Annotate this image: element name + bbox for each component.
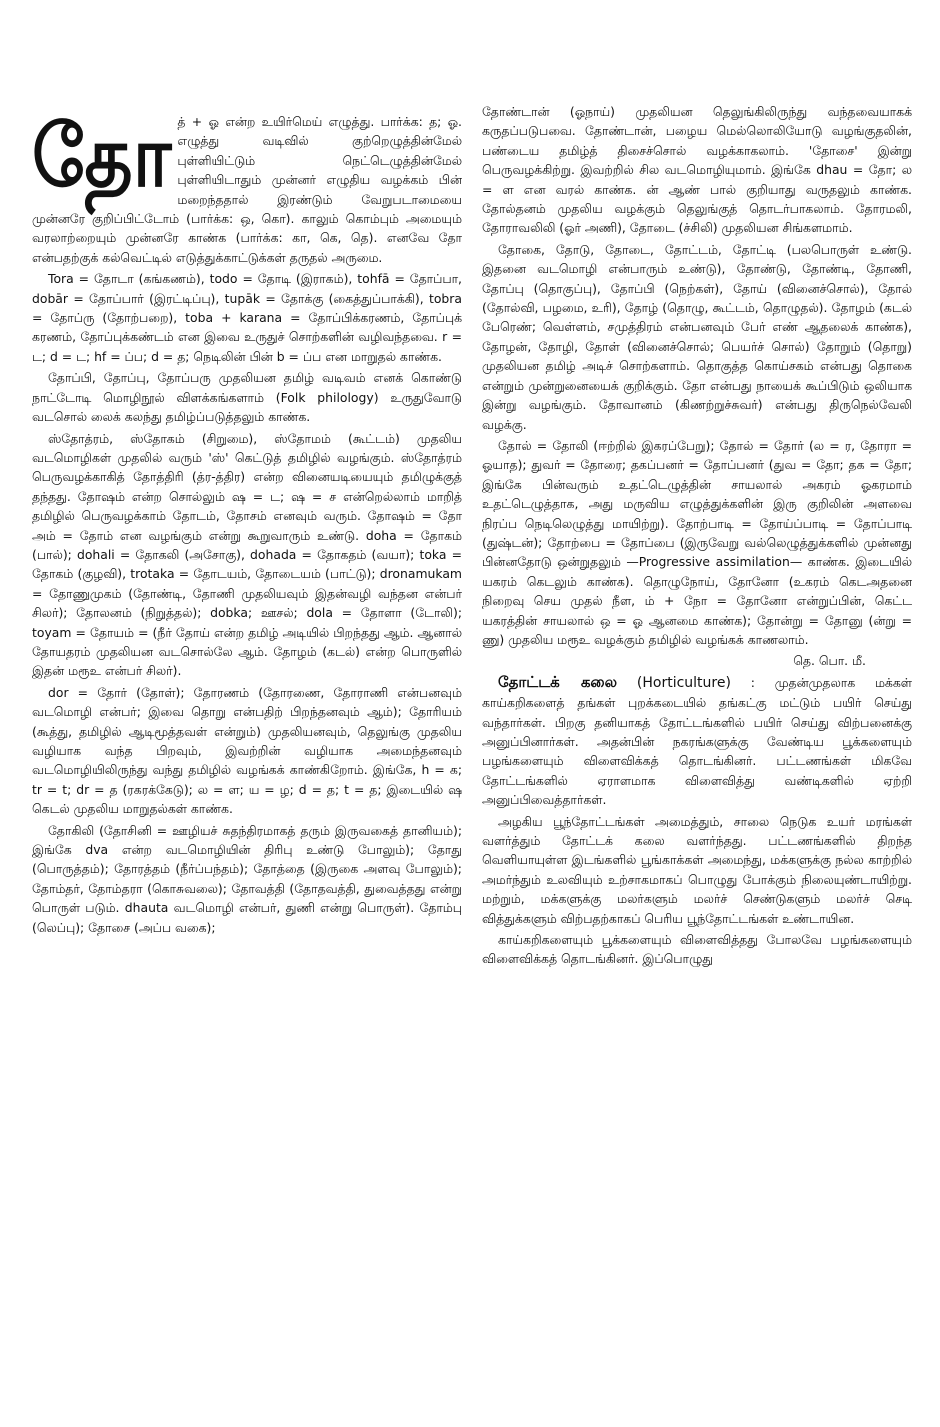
entry-heading-english: (Horticulture)	[636, 674, 731, 691]
dor-paragraph: dor = தோர் (தோள்); தோரணம் (தோரணை, தோராணி என்பனவும் வடமொழி என்பர்; இவை தொறு என்பதிற் பிறந்தனவும் ஆம்); தோரியம் (கூத்து, தமிழில் ஆடிமூத்தவள் என்றும்) முதலியனவும், தெலுங்கு முதலிய வழியாக வந்த பிறவும், இவற்றின் வழியாக அமைந்தனவும் வடமொழியிலிருந்து வந்து தமிழில் வழங்கக் காண்கிறோம். இங்கே, h = க; tr = t; dr = த (ரகரக்கேடு); ல = ள; ய = ழ; d = த; t = த; இடையில் ஷ கெடல் முதலிய மாறுதல்கள் காண்க.	[32, 684, 462, 817]
sanskrit-loanwords-paragraph: ஸ்தோத்ரம், ஸ்தோகம் (சிறுமை), ஸ்தோமம் (கூட்டம்) முதலிய வடமொழிகள் முதலில் வரும் 'ஸ்' கெட்டுத் தமிழில் வழங்கும். ஸ்தோத்ரம் பெருவழக்காகித் தோத்திரி (த்ர-த்திர) என்ற வினையடியையும் தமிழுக்குத் தந்தது. தோஷம் என்ற சொல்லும் ஷ = ட; ஷ = ச என்றெல்லாம் மாறித் தமிழில் பெருவழக்காம் தோடம், தோசம் எனவும் வரும். தோஷம் = தோ அம் = தோம் என வழங்கும் என்று கூறுவாரும் உண்டு. doha = தோகம் (பால்); dohali = தோகலி (அசோகு), dohada = தோகதம் (வயா); toka = தோகம் (குழவி), trotaka = தோடயம், தோடையம் (பாட்டு); dronamukam = தோணுமுகம் (தோண்டி, தோணி முதலியவும் இதன்வழி வந்தன என்பர் சிலர்); தோலனம் (நிறுத்தல்); dobka; ஊசல்; dola = தோளா (டோலி); toyam = தோயம் = (நீர் தோய் என்ற தமிழ் அடியில் பிறந்தது ஆம். ஆனால் தோயதரம் முதலியன வடசொல்லே ஆம். தோழம் (கடல்) என்ற பொருளில் இதன் மரூஉ என்பர் சிலர்).	[32, 430, 462, 679]
tamil-roots-paragraph: தோகை, தோடு, தோடை, தோட்டம், தோட்டி (பலபொருள் உண்டு. இதனை வடமொழி என்பாரும் உண்டு), தோண்டு, தோண்டி, தோணி, தோப்பு (தொகுப்பு), தோப்பி (நெற்கள்), தோய் (வினைச்சொல்), தோல் (தோல்வி, பழமை, உரி), தோழ் (தொழு, கூட்டம், தொழுதல்). தோழம் (கடல் பேரெண்; வெள்ளம், சமுத்திரம் என்பனவும் பேர் எண் ஆதலைக் காண்க), தோழன், தோழி, தோள் (வினைச்சொல்; பெயர்ச் சொல்) தோறும் (தொறு) முதலியன தமிழ் அடிச் சொற்களாம். தொகுத்த கொய்சகம் என்பது தொகை என்றும் முன்றுனையைக் குறிக்கும். தோ என்பது நாயைக் கூப்பிடும் ஒலியாக இன்று வழங்கும். தோவானம் (கிணற்றுச்சுவர்) என்பது திருநெல்வேலி வழக்கு.	[482, 241, 912, 432]
dropcap-letter: தோ	[32, 112, 168, 207]
two-column-layout	[32, 104, 922, 1407]
urdu-loanwords-paragraph: Tora = தோடா (கங்கணம்), todo = தோடி (இராகம்), tohfā = தோப்பா, dobār = தோப்பார் (இரட்டிப்பு), tupāk = தோக்கு (கைத்துப்பாக்கி), tobra = தோப்ரு (தோற்பறை), toba + karana = தோப்பிக்கரணம், தோப்புக் கரணம், தோப்புக்கண்டம் என இவை உருதுச் சொற்களின் வழிவந்தவை. r = ட; d = ட; hf = ப்ப; d = த; நெடிலின் பின் b = ப்ப என மாறுதல் காண்க.	[32, 271, 462, 364]
intro-block	[32, 112, 462, 269]
horticulture-paragraph	[482, 673, 912, 810]
intro-paragraph: த் + ஓ என்ற உயிர்மெய் எழுத்து. பார்க்க: த; ஓ. எழுத்து வடிவில் குற்றெழுத்தின்மேல் புள்ளியிட்டும் நெட்டெழுத்தின்மேல் புள்ளியிடாதும் முன்னர் எழுதிய வழக்கம் பின் மறைந்ததால் இரண்டும் வேறுபடாமையை முன்னரே குறிப்பிட்டோம் (பார்க்க: ஒ, கொ). காலும் கொம்பும் அமையும் வரலாற்றையும் முன்னரே காண்க (பார்க்க: கா, கெ, தெ). எனவே தோ என்பதற்குக் கல்வெட்டில் எடுத்துக்காட்டுக்கள் தருதல் அருமை.	[32, 114, 462, 265]
folk-philology-paragraph: தோப்பி, தோப்பு, தோப்பரு முதலியன தமிழ் வடிவம் எனக் கொண்டு நாட்டோடி மொழிநூல் விளக்கங்களாம் (Folk philology) உருதுவோடு வடசொல் லைக் கலந்து தமிழ்ப்படுத்தலும் காண்க.	[32, 370, 462, 425]
right-column	[482, 102, 912, 1407]
gardens-paragraph: அழகிய பூந்தோட்டங்கள் அமைத்தும், சாலை நெடுக உயர் மரங்கள் வளர்த்தும் தோட்டக் கலை வளர்ந்தது. பட்டணங்களில் திறந்த வெளியாயுள்ள இடங்களில் பூங்காக்கள் அமைந்து, மக்களுக்கு நல்ல காற்றில் அமர்ந்தும் உலவியும் உற்சாகமாகப் பொழுது போக்கும் நிலையுண்டாயிற்று. மற்றும், மக்களுக்கு மலர்களும் மலர்ச் செண்டுகளும் மலர்ச் செடி வித்துக்களும் விற்பதற்காகப் பெரிய பூந்தோட்டங்கள் உண்டாயின.	[482, 813, 912, 926]
entry-heading: தோட்டக் கலை	[498, 672, 618, 691]
thokili-paragraph: தோகிலி (தோசினி = ஊழியச் சுதந்திரமாகத் தரும் இருவகைத் தானியம்); இங்கே dva என்ற வடமொழியின் திரிபு உண்டு போலும்); தோது (பொருத்தம்); தோரத்தம் (நீர்ப்பந்தம்); தோத்தை (இருகை அளவு போலும்); தோம்தர், தோம்தரா (கொசுவலை); தோவத்தி (தோதவத்தி, துவைத்தது என்று பொருள் படும். dhauta வடமொழி என்பர், துணி என்று பொருள்). தோம்பு (லெப்பு); தோசை (அப்ப வகை);	[32, 822, 462, 935]
fruits-paragraph: காய்கறிகளையும் பூக்களையும் விளைவித்தது போலவே பழங்களையும் விளைவிக்கத் தொடங்கினர். இப்பொழுது	[482, 932, 912, 967]
telugu-words-paragraph: தோண்டான் (ஓநாய்) முதலியன தெலுங்கிலிருந்து வந்தவையாகக் கருதப்படுபவை. தோண்டான், பழைய மெல்லொலியோடு வழங்குதலின், பண்டைய தமிழ்த் திசைச்சொல் வழக்காகலாம். 'தோசை' இன்று பெருவழக்கிற்று. இவற்றில் சில வடமொழியுமாம். இங்கே dhau = தோ; ல = ள என வரல் காண்க. ன் ஆண் பால் குறியாது வருதலும் காண்க. தோல்தனம் முதலிய வழக்கும் தெலுங்குத் தொடர்பாகலாம். தோரமலி, தோராவலிலி (ஓர் அணி), தோடை (ச்சிலி) முதலியன சிங்களமாம்.	[482, 104, 912, 236]
sound-change-paragraph: தோல் = தோலி (ஈற்றில் இகரப்பேறு); தோல் = தோர் (ல = ர, தோரா = ஓயாத); துவர் = தோரை; தகப்பனர் = தோப்பனர் (துவ = தோ; தக = தோ; இங்கே பின்வரும் உதட்டெழுத்தின் சாயலால் அகரம் ஓகரமாம் உதட்டெழுத்தாக, அது மருவிய எழுத்துக்களின் இரு குறிலின் அளவை நிரப்ப நெடிலெழுத்து மாயிற்று). தோற்பாடி = தோய்ப்பாடி = தோப்பாடி (துஷ்டன்); தோற்பை = தோப்பை (இருவேறு வல்லெழுத்துக்களில் முன்னது பின்னதோடு ஒன்றுதலும் —Progressive assimilation— காண்க. இடையில் யகரம் கெடலும் காண்க). தொழுநோய், தோனோ (உகரம் கெடஅதனை நிறைவு செய முதல் நீள, ம் + நோ = தோனோ என்றுப்பின், கெட்ட யகரத்தின் சாயலால் ஒ = ஓ ஆனமை காண்க); தோன்று = தோனு (ன்று = ணு) முதலிய மரூஉ வழக்கும் தமிழில் வழங்கக் காணலாம்.	[482, 437, 912, 647]
author-signature: தெ. பொ. மீ.	[793, 653, 866, 669]
horticulture-text: : முதன்முதலாக மக்கள் காய்கறிகளைத் தங்கள் புறக்கடையில் தங்கட்கு மட்டும் பயிர் செய்து வந்தார்கள். பிறகு தனியாகத் தோட்டங்களில் பயிர் செய்து விற்பனைக்கு அனுப்பினார்கள். அதன்பின் நகரங்களுக்கு வேண்டிய பூக்களையும் பழங்களையும் விளைவிக்கத் தொடங்கினர். பட்டணங்கள் மிகவே தோட்டங்களில் ஏராளமாக விளைவித்து வண்டிகளில் ஏற்றி அனுப்பிவைத்தார்கள்.	[482, 674, 912, 808]
left-column	[32, 112, 462, 1407]
